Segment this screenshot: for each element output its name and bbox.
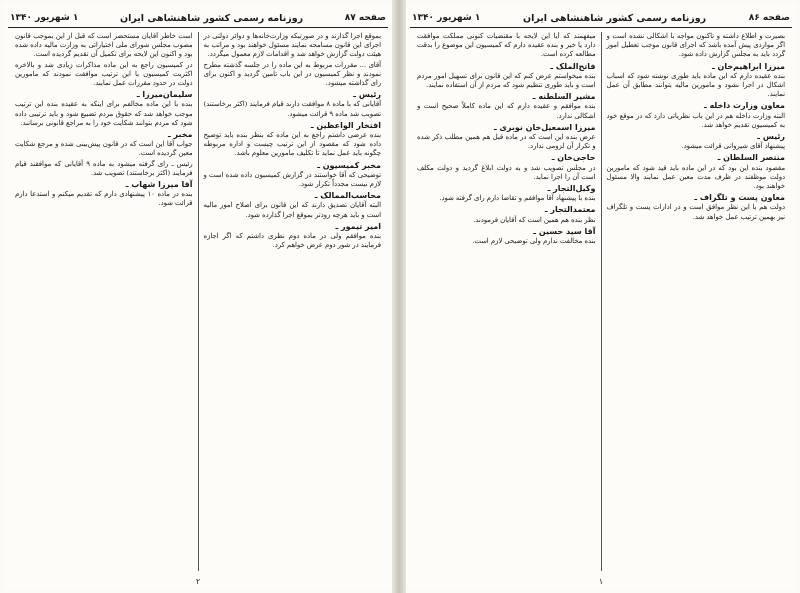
running-head-right — [412, 10, 790, 26]
running-date: ۱ شهریور ۱۳۴۰ — [412, 13, 481, 23]
running-date: ۱ شهریور ۱۳۴۰ — [10, 13, 79, 23]
columns — [10, 32, 386, 571]
paragraph: البته وزارت داخله هم در این باب نظریاتی دارد که در موقع خود به کمیسیون تقدیم خواهد شد. — [606, 111, 785, 129]
paragraph: بنده در ماده ۱۰ پیشنهادی دارم که تقدیم میکنم و استدعا دارم قرائت شود. — [15, 190, 193, 208]
speaker-heading: مشیر السلطنه ـ — [532, 92, 596, 102]
paragraph: بنده عقیده دارم که این ماده باید طوری نوشته شود که اسباب اشکال در اجرا نشود و مامورین مالیه بتوانند مطابق آن عمل نمایند. — [606, 71, 785, 99]
speaker-heading: آقا سید حسین ـ — [533, 226, 596, 236]
paragraph: مقصود بنده این بود که در این ماده باید قید شود که مامورین دولت موظفند در ظرف مدت معین عمل نمایند والا مسئول خواهند بود. — [606, 163, 785, 191]
speaker-heading: منتصر السلطان ـ — [717, 153, 785, 163]
speaker-heading: محاسب‌الممالک ـ — [314, 191, 381, 201]
paragraph: بموقع اجرا گذارند و در صورتیکه وزارت‌خانه‌ها و دوائر دولتی در اجرای این قانون مسامحه نمایند مسئول خواهند بود و مراتب به هیئت دولت گزارش خواهد شد و اقدامات لازم معمول میگردد. — [203, 32, 381, 59]
book-gutter — [392, 0, 406, 593]
paragraph: میفهمند که آیا این لایحه با مقتضیات کنونی مملکت موافقت دارد یا خیر و بنده عقیده دارم که کمیسیون این موضوع را بدقت مطالعه کرده است. — [417, 32, 596, 59]
paragraph: بنده با پیشنهاد آقا موافقم و تقاضا دارم رای گرفته شود. — [439, 194, 596, 203]
page-right — [406, 4, 796, 589]
running-page-number: صفحه ۸۶ — [748, 13, 790, 23]
paragraph: بنده موافقم و عقیده دارم که این ماده کاملاً صحیح است و اشکالی ندارد. — [417, 102, 596, 120]
paragraph: رئیس ـ رای گرفته میشود به ماده ۹ آقایانی که موافقند قیام فرمایند (اکثر برخاستند) تصویب شد. — [15, 159, 193, 177]
paragraph: عرض بنده این است که در ماده قبل هم همین مطلب ذکر شده و تکرار آن لزومی ندارد. — [417, 133, 596, 151]
paragraph: بنده با این ماده مخالفم برای اینکه به عقیده بنده این ترتیب موجب خواهد شد که حقوق مردم تضییع شود و باید ترتیبی داده شود که مردم بتوانند شکایت خود را به مراجع قانونی برسانند. — [15, 100, 193, 127]
paragraph: بنده موافقم ولی در ماده دوم نظری داشتم که اگر اجازه فرمایند در شور دوم عرض خواهم کرد. — [203, 232, 381, 250]
paragraph: نظر بنده هم همین است که آقایان فرمودند. — [473, 215, 596, 224]
paragraph: بنده مخالفت ندارم ولی توضیحی لازم است. — [472, 237, 596, 246]
running-title: روزنامه رسمی کشور شاهنشاهی ایران — [119, 12, 304, 24]
page-left — [4, 4, 392, 589]
speaker-heading: آقا میرزا شهاب ـ — [125, 180, 193, 190]
speaker-heading: میرزا اسمعیل‌خان نوبری ـ — [494, 122, 596, 132]
speaker-heading: فاتح‌الملک ـ — [550, 61, 596, 71]
speaker-heading: معتمدالتجار ـ — [544, 205, 596, 215]
columns — [412, 32, 790, 571]
speaker-heading: حاجی‌خان ـ — [551, 153, 596, 163]
paragraph: بصیرت و اطلاع داشته و تاکنون مواجه با اشکالی نشده است و اگر مواردی پیش آمده باشد که اجرای قانون موجب تعطیل امور گردد باید به مجلس گزارش داده شود. — [606, 32, 785, 59]
speaker-heading: وکیل‌التجار ـ — [547, 184, 596, 194]
text-column-left — [10, 32, 198, 571]
running-page-number: صفحه ۸۷ — [344, 13, 386, 23]
text-column-right — [602, 32, 791, 571]
paragraph: در کمیسیون راجع به این ماده مذاکرات زیادی شد و بالاخره اکثریت کمیسیون با این ترتیب موافقت نمودند که مامورین دولت در حدود مقررات عمل نمایند. — [15, 60, 193, 88]
paragraph: دولت هم با این نظر موافق است و در ادارات پست و تلگراف نیز بهمین ترتیب عمل خواهد شد. — [606, 203, 785, 221]
text-column-right — [199, 32, 387, 571]
speaker-heading: معاون پست و تلگراف ـ — [694, 193, 785, 203]
header-rule — [8, 27, 388, 28]
speaker-heading: معاون وزارت داخله ـ — [703, 101, 785, 111]
paragraph: بنده عرضی داشتم راجع به این ماده که بنظر بنده باید توضیح داده شود که مقصود از این ترتیب چیست و اداره مربوطه چگونه باید عمل نماید تا تکلیف مامورین معلوم باشد. — [203, 131, 381, 158]
paragraph: البته آقایان تصدیق دارند که این قانون برای اصلاح امور مالیه است و باید هرچه زودتر بموقع اجرا گذارده شود. — [203, 201, 381, 219]
speaker-heading: سلیمان‌میرزا ـ — [136, 90, 193, 100]
paragraph: توضیحی که آقا خواستند در گزارش کمیسیون داده شده است و لازم نیست مجدداً تکرار شود. — [203, 170, 381, 189]
speaker-heading: رئیس ـ — [757, 132, 785, 142]
speaker-heading: امیر تیمور ـ — [335, 221, 381, 231]
paragraph: بنده میخواستم عرض کنم که این قانون برای تسهیل امور مردم است و باید طوری تنظیم شود که مردم از آن استفاده نمایند. — [417, 71, 596, 90]
speaker-heading: مخبر کمیسیون ـ — [317, 160, 381, 170]
speaker-heading: افتخار الواعظین ـ — [310, 120, 381, 130]
speaker-heading: میرزا ابراهیم‌خان ـ — [712, 61, 785, 71]
header-rule — [410, 27, 792, 28]
folio: ۱ — [598, 577, 604, 586]
paragraph: آقایانی که با ماده ۸ موافقت دارند قیام فرمایند (اکثر برخاستند) تصویب شد ماده ۹ قرائت میشود. — [203, 100, 381, 118]
paragraph: آقای ... مقررات مربوط به این ماده را در جلسه گذشته مطرح نمودند و نظر کمیسیون در این باب تامین گردید و اکنون برای رای گذاشته میشود. — [203, 60, 381, 88]
folio: ۲ — [195, 577, 201, 586]
text-column-left — [412, 32, 601, 571]
running-head-left — [10, 10, 386, 26]
paragraph: پیشنهاد آقای شیروانی قرائت میشود. — [681, 142, 785, 151]
paragraph: است خاطر آقایان مستحضر است که قبل از این بموجب قانون مصوب مجلس شورای ملی اختیاراتی به وزارت مالیه داده شده بود و اکنون این لایحه برای تکمیل آن تقدیم گردیده است. — [15, 32, 193, 59]
speaker-heading: رئیس ـ — [353, 90, 381, 100]
paragraph: جواب آقا این است که در قانون پیش‌بینی شده و مرجع شکایت معین گردیده است. — [15, 140, 193, 158]
running-title: روزنامه رسمی کشور شاهنشاهی ایران — [522, 12, 707, 24]
paragraph: در مجلس تصویب شد و به دولت ابلاغ گردید و دولت مکلف است آن را اجرا نماید. — [417, 163, 596, 181]
speaker-heading: مخبر ـ — [168, 130, 193, 140]
